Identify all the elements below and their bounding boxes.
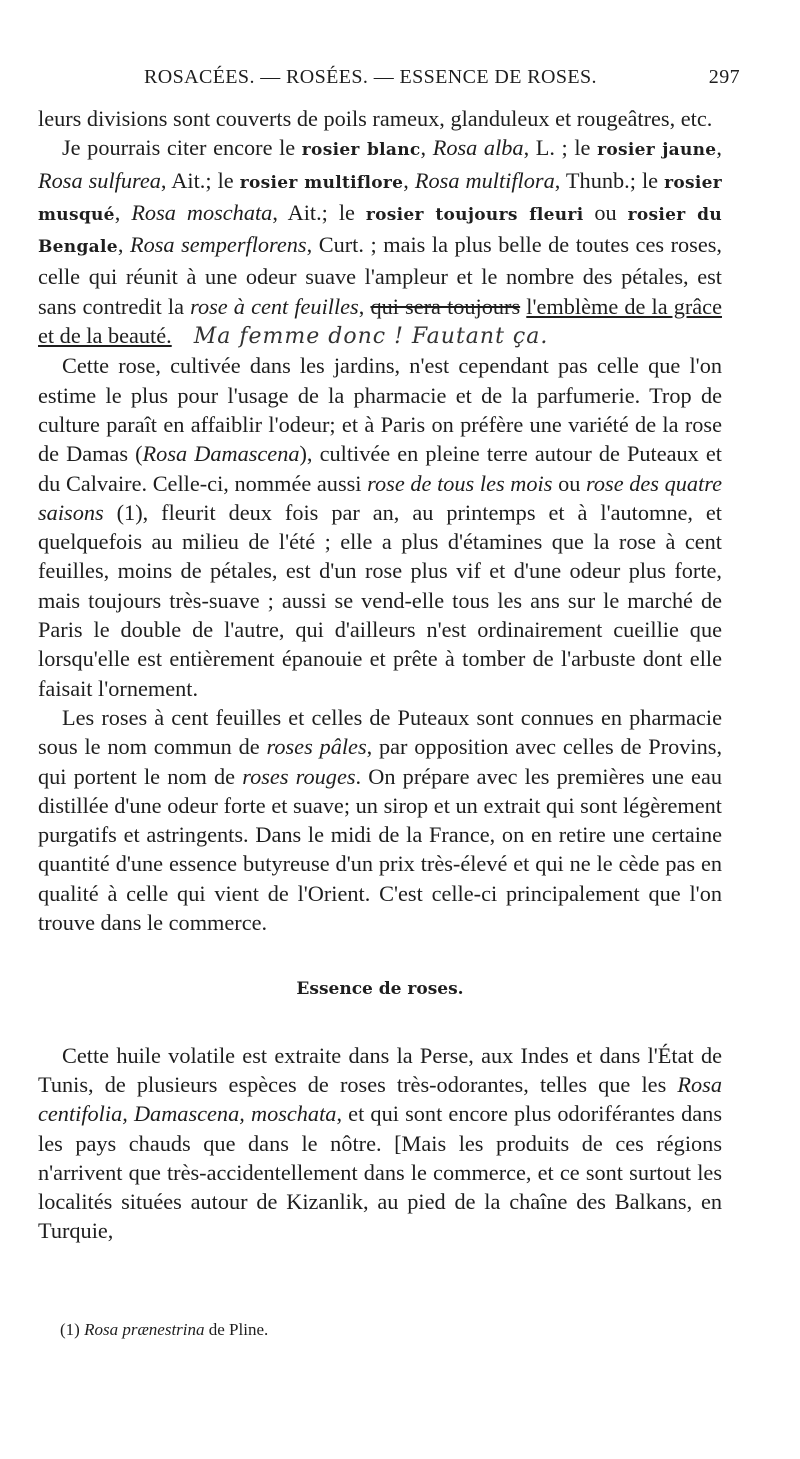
text-run: , (403, 167, 415, 193)
text-run: , (358, 293, 371, 319)
page-number: 297 (708, 66, 740, 88)
footnote (60, 1320, 268, 1340)
italic-term: rose des quatre saisons (38, 470, 723, 525)
text-run: Je pourrais citer encore le (62, 135, 302, 161)
paragraph-text: leurs divisions sont couverts de poils rameux, glanduleux et rougeâtres, etc. (38, 106, 713, 131)
paragraph-4 (38, 703, 722, 937)
paragraph-5 (38, 1041, 722, 1246)
struck-text: qui sera toujours (370, 293, 521, 319)
text-run: Cette rose, cultivée dans les jardins, n'est cependant pas celle que l'on estime le plus pour l'usage de la pharmacie et de la parfumerie. Trop de culture paraît en affaiblir l'odeur; et à Paris on préfère une variété de la rose de Damas ( (38, 353, 722, 467)
header-title: ROSACÉES. — ROSÉES. — ESSENCE DE ROSES. (144, 66, 597, 88)
latin-name: Rosa prænestrina (84, 1320, 205, 1339)
text-run: ou (583, 199, 628, 225)
latin-name: Rosa multiflora (414, 167, 555, 193)
latin-name: Rosa moschata (131, 199, 273, 225)
text-run: Cette huile volatile est extraite dans la Perse, aux Indes et dans l'État de Tunis, de plusieurs espèces de roses très-odorantes, telles que les (38, 1042, 722, 1097)
bold-term: rosier jaune (597, 140, 717, 161)
italic-term: rose de tous les mois (367, 470, 553, 496)
latin-name: Rosa semperflorens (129, 232, 307, 258)
running-header (38, 62, 740, 96)
bold-term: rosier blanc (301, 140, 421, 161)
text-run: , Thunb.; le (554, 167, 665, 193)
latin-name: Rosa centifolia, Damascena, moschata (38, 1071, 722, 1127)
text-run: . On prépare avec les premières une eau distillée d'une odeur forte et suave; un sirop et un extrait qui sont légèrement purgatifs et astringents. Dans le midi de la France, on en retire une certaine quantité d'une essence butyreuse d'un prix très-élevé et qui ne le cède pas en qualité à celle qui vient de l'Orient. C'est celle-ci principalement que l'on trouve dans le commerce. (38, 763, 722, 936)
footnote-marker: (1) (60, 1320, 80, 1339)
text-run: , (716, 135, 722, 161)
paragraph-3 (38, 351, 722, 703)
text-run: ), cultivée en pleine terre autour de Puteaux et du Calvaire. Celle-ci, nommée aussi (38, 441, 722, 496)
text-run: , par opposition avec celles de Provins, qui portent le nom de (38, 734, 723, 789)
text-run: ou (552, 470, 587, 496)
bold-term: rosier toujours fleuri (365, 204, 584, 225)
italic-term: roses pâles (266, 734, 367, 760)
latin-name: Rosa Damascena (142, 441, 300, 467)
text-run: , (420, 135, 433, 161)
text-run: Les roses à cent feuilles et celles de Puteaux sont connues en pharmacie sous le nom commun de (38, 704, 722, 760)
underlined-text: l'emblème de la grâce et de la beauté. (38, 293, 722, 349)
text-run: (1), fleurit deux fois par an, au printemps et à l'automne, et quelquefois au milieu de l'été ; elle a plus d'étamines que la rose à cent feuilles, moins de pétales, est d'un rose plus vif et d'une odeur plus forte, mais toujours très-suave ; aussi se vend-elle tous les ans sur le marché de Paris le double de l'autre, qui d'ailleurs n'est ordinairement cueillie que lorsqu'elle est entièrement épanouie et prête à tomber de l'arbuste dont elle faisait l'ornement. (38, 499, 722, 701)
text-run: , Ait.; le (160, 167, 240, 193)
handwritten-annotation: Ma femme donc ! Fautant ça. (193, 324, 549, 350)
latin-name: Rosa alba (432, 135, 524, 161)
bold-term: rosier multiflore (239, 172, 404, 193)
text-run: , Curt. ; mais la plus belle de toutes ces roses, celle qui réunit à une odeur suave l'ampleur et le nombre des pétales, est sans contredit la (38, 232, 722, 319)
italic-term: roses rouges (242, 763, 356, 789)
text-run: , et qui sont encore plus odoriférantes dans les pays chauds que dans le nôtre. [Mais les produits de ces régions n'arrivent que très-accidentellement dans le commerce, et ce sont surtout les localités situées autour de Kizanlik, au pied de la chaîne des Balkans, en Turquie, (38, 1101, 723, 1244)
text-run: , (117, 232, 130, 258)
latin-name: rose à cent feuilles (190, 293, 359, 319)
bold-term: rosier du Bengale (38, 204, 722, 258)
latin-name: Rosa sulfurea (38, 167, 161, 193)
text-run: , Ait.; le (272, 199, 366, 225)
bold-term: rosier musqué (38, 172, 722, 225)
paragraph-1 (38, 104, 722, 133)
page-body (38, 104, 722, 1246)
text-run: , (114, 199, 132, 225)
text-run: , L. ; le (523, 135, 598, 161)
section-heading: Essence de roses. (296, 979, 464, 1000)
paragraph-2 (38, 133, 722, 351)
text-run: de Pline. (204, 1320, 269, 1339)
